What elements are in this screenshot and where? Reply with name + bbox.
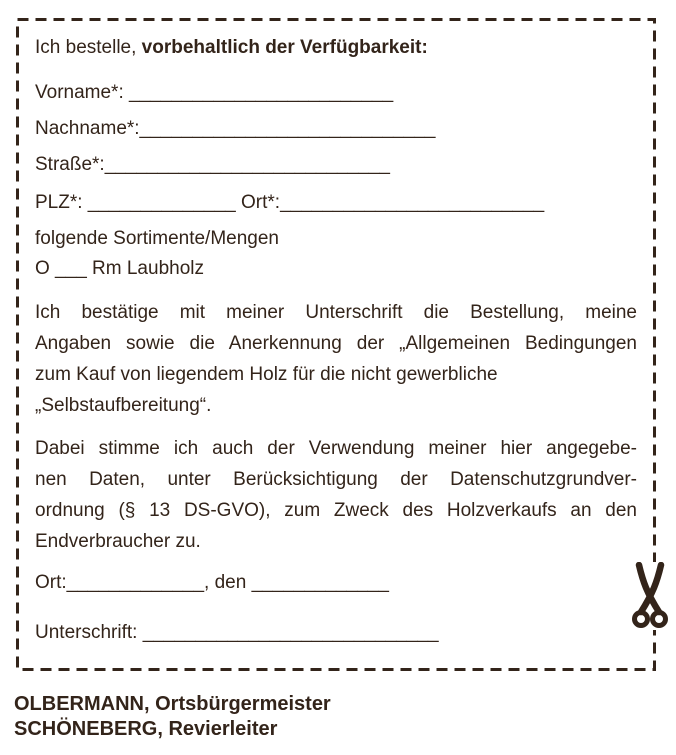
plz-ort-field-line: PLZ*: ______________ Ort*:_________________________ — [35, 192, 545, 213]
scissors-icon — [631, 562, 669, 630]
coupon-dashed-border — [16, 18, 656, 671]
vorname-field-line: Vorname*: _________________________ — [35, 82, 394, 103]
signature-line: Unterschrift: ____________________________ — [35, 622, 439, 643]
paragraph-line: Endverbraucher zu. — [35, 531, 201, 552]
intro-regular-text: Ich bestelle, — [35, 37, 142, 58]
paragraph-line: „Selbstaufbereitung“. — [35, 395, 212, 416]
laubholz-option-line: O ___ Rm Laubholz — [35, 258, 204, 279]
paragraph-line: Dabei stimme ich auch der Verwendung meiner hier angegebe- — [35, 438, 637, 459]
paragraph-line: ordnung (§ 13 DS-GVO), zum Zweck des Holzverkaufs an den — [35, 500, 637, 521]
paragraph-line: Angaben sowie die Anerkennung der „Allgemeinen Bedingungen — [35, 333, 637, 354]
paragraph-line: zum Kauf von liegendem Holz für die nicht gewerbliche — [35, 364, 498, 385]
paragraph-line: nen Daten, unter Berücksichtigung der Datenschutzgrundver- — [35, 469, 637, 490]
signatories-block — [14, 692, 331, 742]
signatory-olbermann: OLBERMANN, Ortsbürgermeister — [14, 693, 331, 715]
strasse-field-line: Straße*:___________________________ — [35, 154, 390, 175]
place-date-line: Ort:_____________, den _____________ — [35, 572, 389, 593]
order-coupon — [16, 18, 656, 671]
nachname-field-line: Nachname*:____________________________ — [35, 118, 436, 139]
signatory-schoeneberg: SCHÖNEBERG, Revierleiter — [14, 718, 278, 740]
sortiment-heading: folgende Sortimente/Mengen — [35, 228, 279, 249]
intro-bold-text: vorbehaltlich der Verfügbarkeit: — [141, 37, 428, 58]
paragraph-line: Ich bestätige mit meiner Unterschrift die Bestellung, meine — [35, 302, 637, 323]
